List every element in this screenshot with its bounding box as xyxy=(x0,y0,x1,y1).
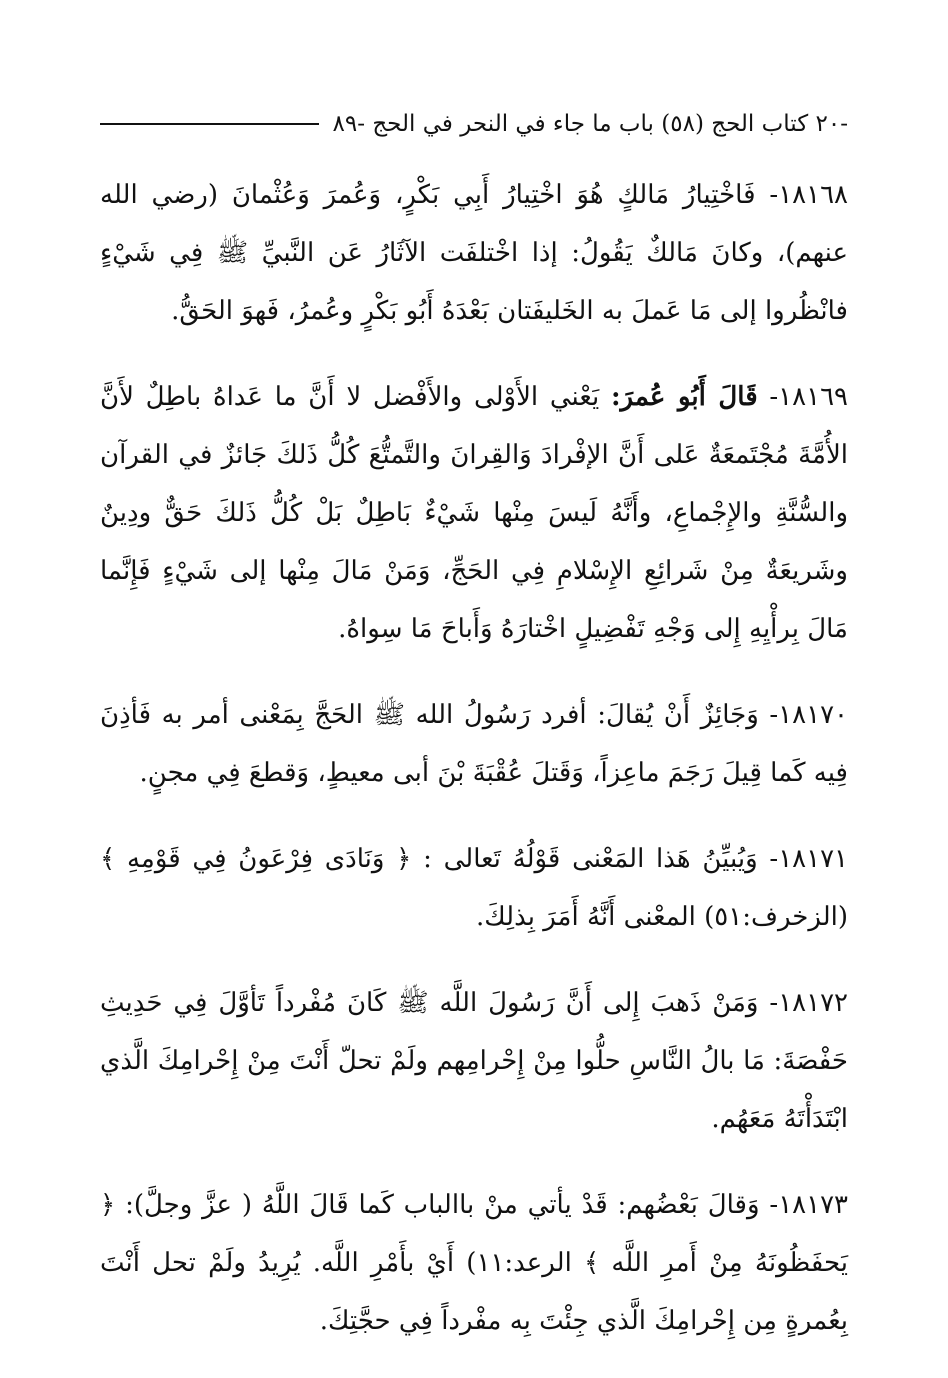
paragraph-number: ١٨١٦٨- xyxy=(769,180,849,210)
running-header xyxy=(100,104,848,144)
paragraph-number: ١٨١٦٩- xyxy=(769,382,848,412)
paragraph-18173 xyxy=(100,1176,848,1350)
running-title: -٢٠ كتاب الحج (٥٨) باب ما جاء في النحر في الحج -٨٩ xyxy=(332,111,848,137)
paragraph-number: ١٨١٧٢- xyxy=(769,988,849,1018)
paragraph-text: وَجَائِزٌ أَنْ يُقالَ: أفرد رَسُولُ الله ﷺ الحَجَّ بِمَعْنى أمر به فَأذِنَ فِيه كَما قِيلَ رَجَمَ ماعِزاً، وَقَتلَ عُقْبَةَ بْنَ أبى معيطٍ، وَقطعَ فِي مجنٍ. xyxy=(100,700,848,788)
paragraph-18170 xyxy=(100,686,848,802)
paragraph-18171 xyxy=(100,830,848,946)
header-rule xyxy=(100,123,319,125)
page-body xyxy=(100,166,848,1378)
paragraph-text: فَاخْتِيارُ مَالكٍ هُوَ اخْتِيارُ أَبِي بَكْرٍ، وَعُمرَ وَعُثْمانَ (رضي الله عنهم)، وكانَ مَالكٌ يَقُولُ: إذا اخْتلفَت الآثَارُ عَن النَّبيِّ ﷺ فِي شَيْءٍ فانْظُروا إلى مَا عَملَ به الخَليفَتان بَعْدَهُ أَبُو بَكْرٍ وعُمرُ، فَهوَ الحَقُّ. xyxy=(100,180,848,326)
paragraph-number: ١٨١٧١- xyxy=(769,844,849,874)
paragraph-lead: قَالَ أَبُو عُمرَ: xyxy=(610,382,758,412)
paragraph-number: ١٨١٧٠- xyxy=(769,700,848,730)
paragraph-text: وَيُبيِّنُ هَذا المَعْنى قَوْلُهُ تَعالى : ﴿ وَنَادَى فِرْعَونُ فِي قَوْمِهِ ﴾ (الزخرف:٥١) المعْنى أَنَّهُ أَمَرَ بِذلِكَ. xyxy=(100,844,848,932)
paragraph-18172 xyxy=(100,974,848,1148)
paragraph-18168 xyxy=(100,166,848,340)
paragraph-text: وَمَنْ ذَهبَ إِلى أَنَّ رَسُولَ اللَّه ﷺ كَانَ مُفْرداً تَأوَّلَ فِي حَدِيثِ حَفْصَةَ: مَا بالُ النَّاسِ حلُّوا مِنْ إِحْرامِهم ولَمْ تحلّ أَنْتَ مِنْ إِحْرامِكَ الَّذي ابْتَدَأْتَهُ مَعَهُم. xyxy=(100,988,848,1134)
paragraph-18169 xyxy=(100,368,848,658)
paragraph-text: وَقالَ بَعْضُهم: قَدْ يأتي منْ باالباب كَما قَالَ اللَّهُ ( عزَّ وجلَّ): ﴿ يَحفَظُونَهُ مِنْ أَمرِ اللَّه ﴾ الرعد:١١) أَيْ بأَمْرِ اللَّه. يُرِيدُ ولَمْ تحل أَنْتَ بِعُمرةٍ مِن إِحْرامِكَ الَّذي جِئْتَ بِه مفْرداً فِي حجَّتِكَ. xyxy=(100,1190,849,1336)
paragraph-text: يَعْني الأَوْلى والأَفْضل لا أَنَّ ما عَداهُ باطِلٌ لأَنَّ الأُمَّةَ مُجْتَمعَةٌ عَلى أَنَّ الإفْرادَ وَالقِرانَ والتَّمتُّعَ كُلُّ ذَلكَ جَائزٌ في القرآن والسُّنَّةِ والإِجْماعِ، وأَنَّهُ لَيسَ مِنْها شَيْءٌ بَاطِلٌ بَلْ كُلُّ ذَلكَ حَقٌّ ودِينٌ وشَريعَةٌ مِنْ شَرائِعِ الإِسْلامِ فِي الحَجِّ، وَمَنْ مَالَ مِنْها إلى شَيْءٍ فَإِنَّما مَالَ بِرأْيِهِ إِلى وَجْهِ تَفْضِيلٍ اخْتارَهُ وَأَباحَ مَا سِواهُ. xyxy=(100,382,848,644)
paragraph-number: ١٨١٧٣- xyxy=(769,1190,849,1220)
